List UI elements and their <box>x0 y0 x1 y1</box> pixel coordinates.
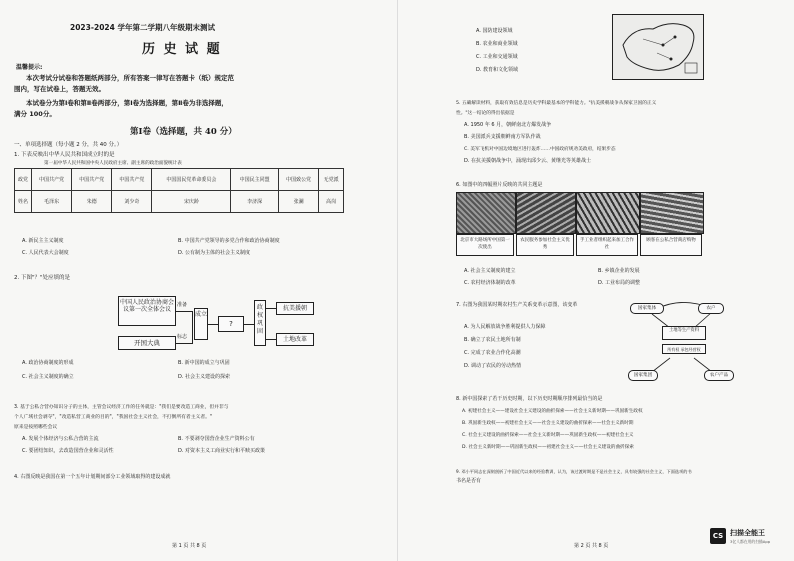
q1-row-party <box>15 169 344 191</box>
section-1-type: 一、单项选择题（每小题 2 分，共 40 分。） <box>14 142 123 148</box>
q2-box-consolidate: 政权巩固 <box>254 300 266 346</box>
q2-box-cppcc: 中国人民政治协商会议第一次全体会议 <box>118 296 176 326</box>
q7-option-b: B. 确立了农民土地所有制 <box>464 337 521 343</box>
q4-option-b: B. 农业和商业领域 <box>476 41 518 47</box>
q2-label-prepare: 准备 <box>177 302 188 308</box>
table-cell: 高岗 <box>319 191 344 213</box>
watermark-subtitle: 3亿人都在用的扫描App <box>730 539 771 544</box>
q2-option-b: B. 新中国的成立与巩固 <box>178 360 230 366</box>
q5-option-c: C. 美军飞机对中国边境地区进行轰炸……中国政府规劝美政府，结果步态 <box>464 147 616 152</box>
q7-node-center-sub: 所有权 承包经营权 <box>662 344 706 354</box>
table-cell: 姓名 <box>15 191 32 213</box>
camscanner-logo-icon: CS <box>710 528 726 544</box>
exam-page-2 <box>397 0 794 561</box>
q2-box-ceremony: 开国大典 <box>118 336 176 350</box>
q8-option-d: D. 社会主义新时期——巩固新生政权——初建社会主义——社会主义建设的曲折探索 <box>462 445 634 450</box>
photo-craftsmen <box>576 192 640 234</box>
table-cell: 政党 <box>15 169 32 191</box>
q5-option-b: B. 美国派兵支援朝鲜南方军队作战 <box>464 134 541 140</box>
q4-option-c: C. 工业和交通领域 <box>476 54 518 60</box>
q2-arrow <box>176 311 192 312</box>
q3-option-a: A. 发展个体经济与公私合营的主流 <box>22 436 99 442</box>
q1-option-d: D. 公有制为主体的社会主义制度 <box>178 250 251 256</box>
q2-option-a: A. 政治协商制度的形成 <box>22 360 74 366</box>
reminder-line-2: 本试卷分为第Ⅰ卷和第Ⅱ卷两部分，第Ⅰ卷为选择题，第Ⅱ卷为非选择题， <box>26 99 228 107</box>
exam-title: 2023-2024 学年第二学期八年级期末测试 <box>70 23 215 32</box>
q2-box-land-reform: 土地改革 <box>276 333 314 346</box>
q2-option-c: C. 社会主义制度的确立 <box>22 374 74 380</box>
q3-option-d: D. 对资本主义工商业实行和平赎买政策 <box>178 448 266 454</box>
table-cell: 朱德 <box>72 191 112 213</box>
q7-stem: 7. 右图为我国某时期农村生产关系变革示意图，该变革 <box>456 302 578 308</box>
q6-caption-1: 北京市大路场所中国第一次使出 <box>456 234 514 256</box>
q5-option-d: D. 在抗美援朝战争中，涌现出邱少云、黄继光等英雄战士 <box>464 158 592 164</box>
q1-stem: 1. 下表反映出中华人民共和国成立时的是 <box>14 152 115 158</box>
table-cell: 宋庆龄 <box>152 191 231 213</box>
q2-box-question: ? <box>218 316 244 332</box>
watermark-name: 扫描全能王 <box>730 529 765 537</box>
q3-line-1: 3. 基于公私合营办知识分子的主体，主管会议经济工作的任务就是："我们是要改造工商业，但并非与 <box>14 405 229 410</box>
reminder-line-2b: 满分 100分。 <box>14 110 56 118</box>
q9-line-2: 书名是否有 <box>456 478 482 484</box>
q2-arrow <box>244 324 254 325</box>
reminder-line-1b: 围内，写在试卷上，答题无效。 <box>14 85 105 93</box>
q7-option-a: A. 为人民解放战争胜利提供人力保障 <box>464 324 546 330</box>
q3-option-c: C. 要团结知识，去改造国营企业和灵活性 <box>22 448 114 454</box>
q1-option-b: B. 中国共产党领导的多党合作和政治协商制度 <box>178 238 280 244</box>
map-outline-icon <box>613 15 703 79</box>
q5-line-2: 性。"这一结论的得出依据是 <box>456 111 515 116</box>
page-footer-2: 第 2 页 共 8 页 <box>574 543 609 549</box>
q1-table-title: 第一届中华人民共和国中央人民政府主席、副主席的政治面貌统计表 <box>44 161 182 166</box>
q6-stem: 6. 如图中的四幅照片反映的共同主题是 <box>456 182 543 188</box>
table-cell: 刘少奇 <box>112 191 152 213</box>
q8-option-a: A. 初建社会主义——建设社会主义建设的曲折探索——社会主义新时期——巩固新生政权 <box>462 409 643 414</box>
q3-option-b: B. 不要剥夺国营企业生产资料公有 <box>178 436 255 442</box>
reminder-label: 温馨提示: <box>16 64 43 71</box>
q4-option-a: A. 国防建设领域 <box>476 28 513 34</box>
q2-arrow <box>266 339 276 340</box>
q7-node-state: 国家集体 <box>630 303 664 314</box>
table-cell: 毛泽东 <box>32 191 72 213</box>
q6-caption-3: 手工业者组织起来加工合作社 <box>576 234 638 256</box>
q6-option-b: B. 乡镇企业的发展 <box>598 268 640 274</box>
q1-option-a: A. 新民主主义制度 <box>22 238 64 244</box>
q1-option-c: C. 人民代表大会制度 <box>22 250 69 256</box>
q2-stem: 2. 下图"？"处应填的是 <box>14 275 71 281</box>
q7-node-center: 土地等生产资料 <box>662 326 706 340</box>
q6-option-a: A. 社会主义制度的建立 <box>464 268 516 274</box>
q7-node-produce: 农户产品 <box>704 370 734 381</box>
table-cell: 无党派 <box>319 169 344 191</box>
q4-stem: 4. 右图反映是我国在第一个五年计划期间部分工业领域取得的建设成就 <box>14 474 171 480</box>
q1-row-name <box>15 191 344 213</box>
q2-box-korea: 抗美援朝 <box>276 302 314 315</box>
q2-arrow <box>266 308 276 309</box>
q6-option-d: D. 工业布局的调整 <box>598 280 641 286</box>
page-footer-1: 第 1 页 共 8 页 <box>172 543 207 549</box>
q7-option-c: C. 完成了农业合作化高潮 <box>464 350 521 356</box>
q2-arrow <box>176 343 192 344</box>
q6-option-c: C. 农村经济体制的改革 <box>464 280 516 286</box>
q3-line-3: 原来是按照哪些会议 <box>14 425 58 430</box>
q9-line-1: 9. 邓小平同志在深刻剖析了中国近代以来的经验教训，认为，该过渡时期是不是社会主义，具有较强的社会主义，下面选项的书 <box>456 469 692 474</box>
q2-option-d: D. 社会主义建设的探索 <box>178 374 231 380</box>
table-cell: 中国民主同盟 <box>231 169 279 191</box>
q4-option-d: D. 教育和文化领域 <box>476 67 519 73</box>
photo-tractor <box>456 192 516 234</box>
section-1-title: 第Ⅰ卷（选择题，共 40 分） <box>130 127 237 137</box>
table-cell: 中国共产党 <box>112 169 152 191</box>
q1-table <box>14 168 344 213</box>
table-cell: 中国国民党革命委员会 <box>152 169 231 191</box>
reminder-line-1: 本次考试分试卷和答题纸两部分，所有答案一律写在答题卡（纸）规定范 <box>26 74 234 82</box>
q8-option-b: B. 巩固新生政权——初建社会主义——社会主义建设的曲折探索——社会主义新时期 <box>462 421 634 426</box>
photo-shop <box>640 192 704 234</box>
q3-line-2: 个人广域社会剥夺"，"改造私营工商业的目的"，"我国社会主义社会，不打倒所有者主义者。" <box>14 415 213 420</box>
table-cell: 张澜 <box>279 191 319 213</box>
table-cell: 李济深 <box>231 191 279 213</box>
q5-option-a: A. 1950 年 6 月，朝鲜南北方爆发战争 <box>464 122 552 128</box>
q6-caption-4: 顾客在公私合营商店购物 <box>640 234 702 256</box>
q2-box-establish: 成立 <box>194 308 208 340</box>
china-map-image <box>612 14 704 80</box>
q2-label-mark: 标志 <box>177 334 188 340</box>
subject-title: 历 史 试 题 <box>142 42 222 57</box>
photo-farmers <box>516 192 576 234</box>
q7-node-grain: 国家集团 <box>628 370 658 381</box>
q2-arrow <box>208 324 218 325</box>
table-cell: 中国共产党 <box>32 169 72 191</box>
q5-line-1: 5. 五确解读材料，获取有效信息是历史学科最基本的学科能力。"抗美援朝战争从保家卫国的正义 <box>456 101 657 106</box>
q8-stem: 8. 新中国探索了若干历史时期，以下历史时期顺序排列最恰当的是 <box>456 396 603 402</box>
table-cell: 中国共产党 <box>72 169 112 191</box>
table-cell: 中国致公党 <box>279 169 319 191</box>
q2-bracket <box>192 311 193 344</box>
q7-option-d: D. 调动了农民的劳动热情 <box>464 363 522 369</box>
q6-caption-2: 农民服务参加社会主义优秀 <box>516 234 574 256</box>
q8-option-c: C. 社会主义建设的曲折探索——社会主义新时期——巩固新生政权——初建社会主义 <box>462 433 634 438</box>
q7-node-farmer: 农户 <box>698 303 724 314</box>
